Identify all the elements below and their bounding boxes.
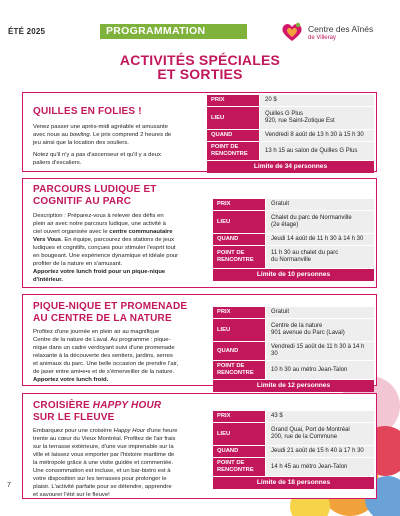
programmation-banner: PROGRAMMATION (100, 24, 247, 39)
capacity-limit: Limite de 34 personnes (207, 161, 374, 173)
activity-title-line-1: PIQUE-NIQUE ET PROMENADE (33, 301, 188, 312)
logo-name: Centre des Aînés (308, 24, 374, 34)
activity-description (33, 212, 225, 284)
info-value: 13 h 15 au salon de Quilles G Plus (259, 142, 374, 160)
description-line: trente au cœur du Vieux Montréal. Profitez de l'air frais (33, 436, 176, 442)
info-row-prix (213, 411, 374, 423)
description-line: Apportez votre lunch froid pour un pique-nique (33, 269, 166, 275)
description-line: Description : Préparez-vous à relever des défis en (33, 213, 164, 219)
description-line: profiter de la nature en s'amusant. (33, 261, 123, 267)
description-line: Vers Vous. En équipe, parcourez des stations de jeux (33, 237, 175, 243)
info-key: PRIX (213, 199, 265, 210)
info-key: PRIX (207, 95, 259, 106)
info-row-lieu (213, 211, 374, 234)
info-value: Centre de la nature 901 avenue du Parc (Laval) (265, 319, 374, 341)
description-line: relaxante à la découverte des sentiers, jardins, serres (33, 353, 173, 359)
activity-info-table (213, 307, 374, 392)
activity-description (33, 328, 213, 384)
logo-subtitle: de Villeray (308, 35, 336, 41)
info-value: Vendredi 15 août de 11 h 30 à 14 h 30 (265, 342, 374, 360)
description-line: en bougeant. Une expérience dynamique et idéale pour (33, 253, 179, 259)
description-line: plein air avec notre parcours ludique, une activité à (33, 221, 166, 227)
info-key: LIEU (213, 319, 265, 341)
info-value: Quilles G Plus 920, rue Saint-Zotique Est (259, 107, 374, 129)
activity-info-table (213, 199, 374, 281)
description-line: Venez passer une après-midi agréable et amusante (33, 124, 168, 130)
info-row-rencontre (207, 142, 374, 161)
info-row-lieu (213, 319, 374, 342)
info-row-lieu (213, 423, 374, 446)
capacity-limit: Limite de 12 personnes (213, 380, 374, 392)
info-key: POINT DE RENCONTRE (213, 458, 265, 476)
info-row-prix (213, 199, 374, 211)
info-value: 43 $ (265, 411, 374, 422)
capacity-limit: Limite de 18 personnes (213, 477, 374, 489)
capacity-limit: Limite de 10 personnes (213, 269, 374, 281)
info-value: Jeudi 21 août de 15 h 40 à 17 h 30 (265, 446, 374, 457)
activity-card-pique-nique (22, 294, 377, 389)
description-line: et animaux du parc. Une belle occasion de prendre l'air, (33, 361, 179, 367)
info-key: POINT DE RENCONTRE (213, 361, 265, 379)
info-value: 11 h 30 au chalet du parc du Normanville (265, 246, 374, 268)
info-key: PRIX (213, 411, 265, 422)
centre-logo (280, 20, 396, 48)
page-title-line-2: ET SORTIES (157, 66, 243, 82)
description-line: nique dans un cadre verdoyant suivi d'une promenade (33, 345, 175, 351)
info-row-quand (213, 446, 374, 458)
info-value: 10 h 30 au métro Jean-Talon (265, 361, 374, 379)
activity-card-quilles (22, 92, 377, 172)
info-value: 14 h 45 au métro Jean-Talon (265, 458, 374, 476)
description-line: avec nous au bowling. Le prix comprend 2 heures de (33, 132, 172, 138)
info-row-rencontre (213, 246, 374, 269)
activity-title: QUILLES EN FOLIES ! (33, 106, 142, 117)
activity-card-croisiere (22, 393, 377, 499)
description-line: votre disposition sur les terrasses pour prolonger le (33, 476, 167, 482)
title-italic: HAPPY HOUR (92, 400, 162, 411)
activity-title-line-2: SUR LE FLEUVE (33, 412, 115, 423)
description-line: jeu ainsi que la location des souliers. (33, 140, 129, 146)
info-key: POINT DE RENCONTRE (213, 246, 265, 268)
description-line: paliers d'escaliers. (33, 160, 82, 166)
description-line: et savourer l'été sur le fleuve! (33, 492, 110, 498)
description-line: Centre de la nature de Laval. Au programme : pique- (33, 337, 171, 343)
activity-title-line-1: PARCOURS LUDIQUE ET (33, 184, 157, 195)
info-key: LIEU (207, 107, 259, 129)
info-row-quand (213, 342, 374, 361)
description-line: de jaser entre ami•e•s et de s'émerveiller de la nature. (33, 369, 175, 375)
info-value: Jeudi 14 août de 11 h 30 à 14 h 30 (265, 234, 374, 245)
info-value: Gratuit (265, 307, 374, 318)
description-line: la métropole grâce à une visite guidée et commentée. (33, 460, 174, 466)
description-line: ludiques et cognitifs, conçues pour stimuler l'esprit tout (33, 245, 176, 251)
info-row-prix (207, 95, 374, 107)
info-key: QUAND (213, 234, 265, 245)
description-line: plaisir. L'activité parfaite pour se détendre, apprendre (33, 484, 172, 490)
info-value: Vendredi 8 août de 13 h 30 à 15 h 30 (259, 130, 374, 141)
info-key: LIEU (213, 423, 265, 445)
info-row-rencontre (213, 361, 374, 380)
activity-info-table (207, 95, 374, 173)
description-line: sur la terrasse extérieure, d'une vue imprenable sur la (33, 444, 174, 450)
info-key: QUAND (207, 130, 259, 141)
activity-title-line-1 (33, 400, 161, 412)
info-key: QUAND (213, 446, 265, 457)
info-key: LIEU (213, 211, 265, 233)
page-title-line-1: ACTIVITÉS SPÉCIALES (119, 52, 281, 68)
info-row-lieu (207, 107, 374, 130)
activity-description (33, 123, 218, 167)
info-key: PRIX (213, 307, 265, 318)
info-value: Gratuit (265, 199, 374, 210)
activity-info-table (213, 411, 374, 489)
activity-description (33, 427, 213, 499)
activity-title-line-2: COGNITIF AU PARC (33, 196, 132, 207)
info-value: 20 $ (259, 95, 374, 106)
description-line: Profitez d'une journée en plein air au magnifique (33, 329, 160, 335)
description-line: d'intérieur. (33, 277, 63, 283)
description-line: Apportez votre lunch froid. (33, 377, 109, 383)
description-line: ciel ouvert organisée avec le centre communautaire (33, 229, 173, 235)
info-row-quand (207, 130, 374, 142)
season-label: ÉTÉ 2025 (8, 27, 46, 36)
info-row-quand (213, 234, 374, 246)
description-line: Embarquez pour une croisière Happy Hour d'une heure (33, 428, 178, 434)
page-number: 7 (7, 482, 11, 489)
info-row-prix (213, 307, 374, 319)
description-line: ville et laissez vous emporter par l'histoire maritime de (33, 452, 175, 458)
title-prefix: CROISIÈRE (33, 400, 93, 411)
info-key: POINT DE RENCONTRE (207, 142, 259, 160)
heart-logo-icon (280, 20, 304, 44)
info-key: QUAND (213, 342, 265, 360)
description-line: Notez qu'il n'y a pas d'ascenseur et qu'il y a deux (33, 152, 161, 158)
info-value: Grand Quai, Port de Montréal 200, rue de la Commune (265, 423, 374, 445)
activity-title-line-2: AU CENTRE DE LA NATURE (33, 313, 172, 324)
info-value: Chalet du parc de Normanville (2e étage) (265, 211, 374, 233)
info-row-rencontre (213, 458, 374, 477)
description-line: Une consommation est incluse, et un bar-bistro est à (33, 468, 171, 474)
activity-card-parcours (22, 178, 377, 288)
